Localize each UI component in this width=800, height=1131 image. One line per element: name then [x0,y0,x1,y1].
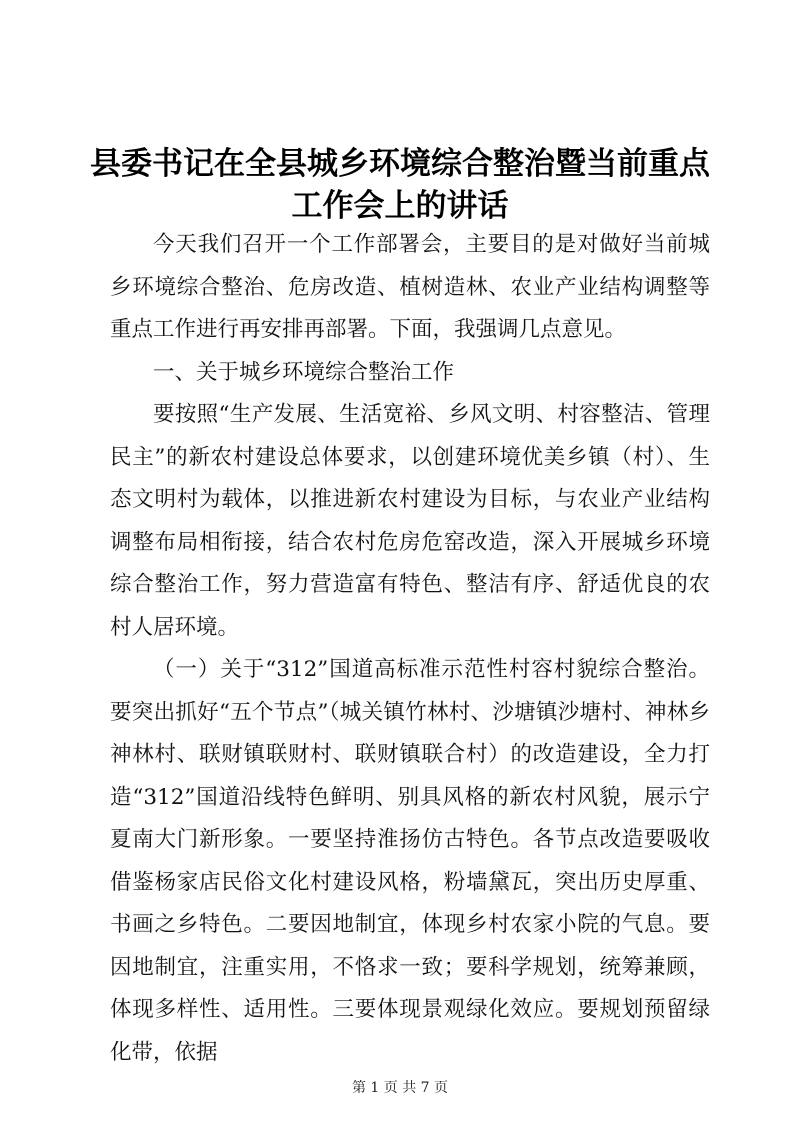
body-paragraph: 要按照“生产发展、生活宽裕、乡风文明、村容整洁、管理民主”的新农村建设总体要求，以创建环境优美乡镇（村）、生态文明村为载体，以推进新农村建设为目标，与农业产业结构调整布局相衔接，结合农村危房危窑改造，深入开展城乡环境综合整治工作，努力营造富有特色、整洁有序、舒适优良的农村人居环境。 [110,402,710,640]
document-title-line-2: 工作会上的讲话 [291,188,509,224]
document-title-line-1: 县委书记在全县城乡环境综合整治暨当前重点 [90,146,710,182]
section-heading: 一、关于城乡环境综合整治工作 [153,359,455,385]
page-footer: 第 1 页 共 7 页 [351,1080,449,1096]
document-body [110,224,710,1074]
body-paragraph: （一）关于“312”国道高标准示范性村容村貌综合整治。要突出抓好“五个节点”（城关镇竹林村、沙塘镇沙塘村、神林乡神林村、联财镇联财村、联财镇联合村）的改造建设，全力打造“312”国道沿线特色鲜明、别具风格的新农村风貌，展示宁夏南大门新形象。一要坚持淮扬仿古特色。各节点改造要吸收借鉴杨家店民俗文化村建设风格，粉墙黛瓦，突出历史厚重、书画之乡特色。二要因地制宜，体现乡村农家小院的气息。要因地制宜，注重实用，不恪求一致；要科学规划，统筹兼顾，体现多样性、适用性。三要体现景观绿化效应。要规划预留绿化带，依据 [110,657,710,1065]
intro-paragraph: 今天我们召开一个工作部署会，主要目的是对做好当前城乡环境综合整治、危房改造、植树造林、农业产业结构调整等重点工作进行再安排再部署。下面，我强调几点意见。 [110,232,710,342]
